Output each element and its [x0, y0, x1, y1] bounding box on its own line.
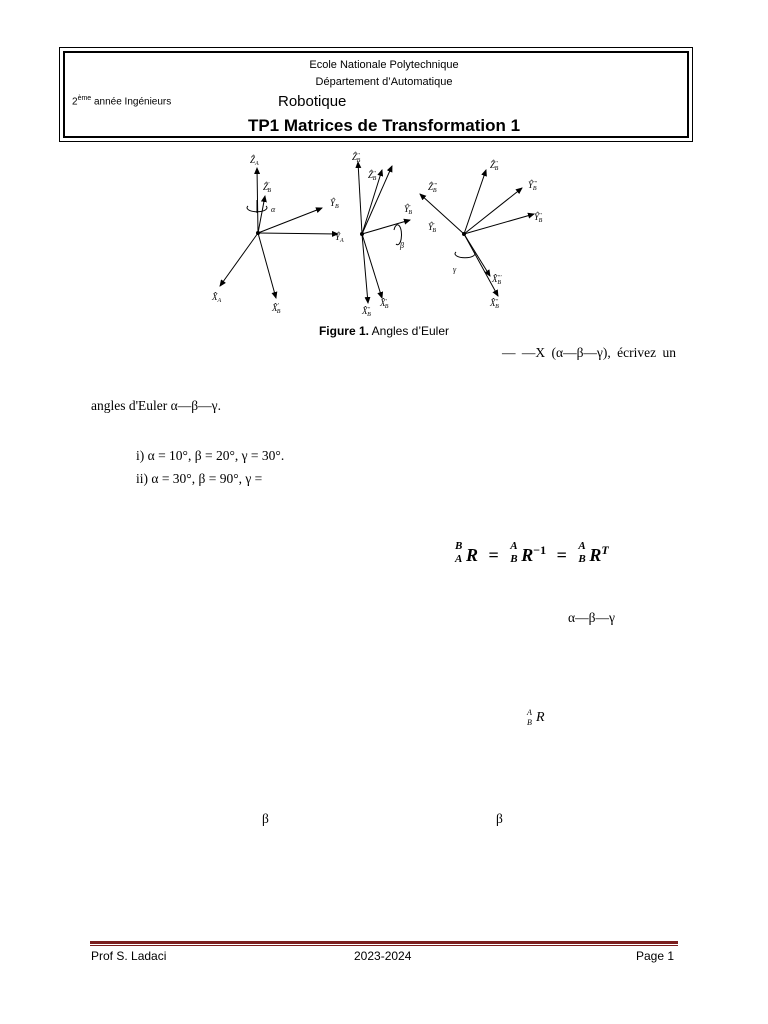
- frame-3: [420, 170, 534, 296]
- label-xb3: X̂''' B: [492, 274, 502, 286]
- label-yb2p: Ŷ' B: [428, 222, 436, 234]
- label-yb3: Ŷ''' B: [528, 180, 537, 192]
- label-xb2: X̂'' B: [362, 306, 371, 318]
- label-xb2p: X̂' B: [380, 298, 389, 310]
- rotation-matrix-symbol: A B R: [527, 708, 545, 727]
- body-line-2: angles d'Euler α—β—γ.: [91, 398, 221, 413]
- tp-title: TP1 Matrices de Transformation 1: [247, 116, 521, 135]
- label-yb3b: Ŷ'' B: [534, 212, 543, 224]
- label-yb: $Ŷ_B$: [330, 198, 339, 210]
- label-za: Ẑ$_A$: [250, 155, 259, 167]
- label-zb3: Ẑ''' B: [428, 182, 437, 194]
- label-xb3b: X̂'' B: [490, 298, 499, 310]
- label-beta: β: [400, 241, 404, 250]
- label-zb3b: Ẑ'' B: [490, 160, 499, 172]
- label-ya: $Ŷ_A$: [335, 232, 344, 244]
- footer-rule: [90, 941, 678, 944]
- year-label: 2ème année Ingénieurs: [72, 95, 172, 108]
- label-zb2b: Ẑ'' B: [368, 170, 377, 182]
- label-gamma: γ: [453, 265, 457, 274]
- euler-angles-figure: [150, 148, 580, 320]
- figure-caption: Figure 1. Angles d’Euler: [318, 324, 450, 338]
- label-xa: $X̂_A$: [212, 292, 222, 304]
- school-name: Ecole Nationale Polytechnique: [309, 59, 459, 71]
- question-item-1: i) α = 10°, β = 20°, γ = 30°.: [136, 448, 285, 463]
- label-xb1: X̂' B: [272, 303, 281, 315]
- frame-1: [220, 168, 338, 298]
- question-item-2: ii) α = 30°, β = 90°, γ =: [136, 471, 263, 486]
- label-yb2: Ŷ' B: [404, 204, 412, 216]
- department-name: Département d’Automatique: [315, 76, 453, 88]
- frame-2: [358, 162, 410, 303]
- beta-symbol-1: β: [262, 811, 269, 826]
- footer-years: 2023-2024: [354, 949, 412, 963]
- label-alpha: α: [271, 205, 276, 214]
- course-name: Robotique: [278, 93, 347, 110]
- footer-author: Prof S. Ladaci: [91, 949, 167, 963]
- footer-page: Page 1: [636, 949, 675, 963]
- beta-symbol-2: β: [496, 811, 503, 826]
- body-line-1: — —X (α—β—γ), écrivez un: [502, 345, 676, 360]
- inverse-rotation-formula: B A R = A B $R^{-1}$ = A B $R^T$: [455, 540, 609, 565]
- angle-sequence: α—β—γ: [568, 610, 615, 625]
- label-zb2: Ẑ'' B: [352, 152, 361, 164]
- footer-rule-thin: [90, 945, 678, 946]
- label-zb1: Ẑ' B: [263, 182, 271, 194]
